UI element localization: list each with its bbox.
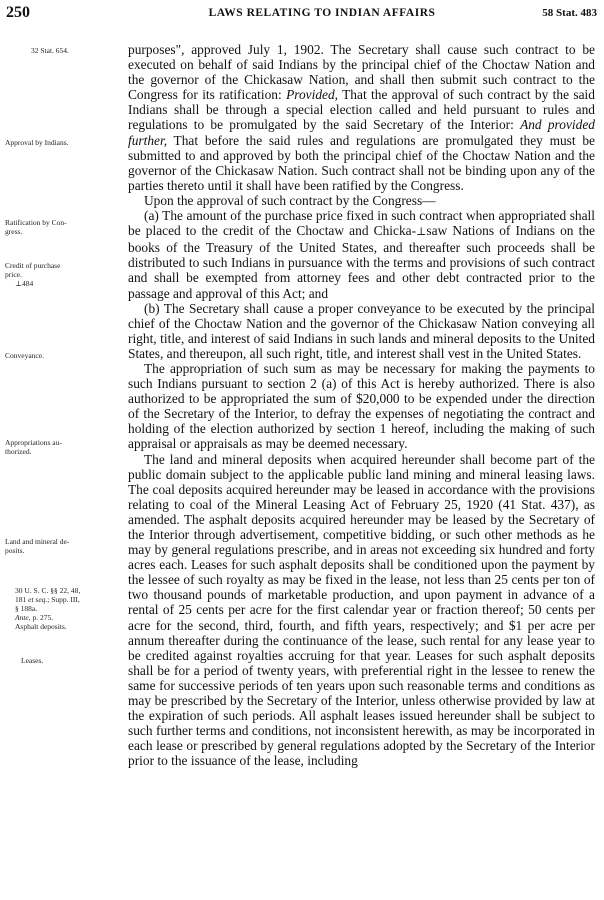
margin-note-leases: Leases. [21,656,44,665]
paragraph-credit-of-purchase-price: (a) The amount of the purchase price fixed in such contract when appropriated shall be placed to the credit of the Choctaw and Chicka-⊥saw Nations of Indians on the books of the Treasury of the United States, and thereafter such proceeds shall be distributed to such Indians in pursuance with the terms and provisions of such contract and shall be exempted from attorney fees and other debt contracted prior to the passage and approval of this Act; and [128,208,595,301]
statute-reference: 58 Stat. 483 [542,7,597,19]
running-title: LAWS RELATING TO INDIAN AFFAIRS [208,7,436,19]
paragraph-appropriations: The appropriation of such sum as may be necessary for making the payments to such Indians pursuant to section 2 (a) of this Act is hereby authorized. There is also authorized to be appropriated the sum of $20,000 to be expended under the direction of the Secretary of the Interior, to defray the expenses of negotiating the contract and holding of the election authorized by section 1 hereof, including the making of such appraisal or appraisals as may be deemed necessary. [128,360,595,452]
margin-note-usc-citation: 30 U. S. C. §§ 22, 48, 181 et seq.; Supp. III, § 188a. Ante, p. 275. Asphalt deposits. [15,586,81,631]
paragraph-upon-approval: Upon the approval of such contract by the Congress— [144,192,436,208]
margin-note-appropriations: Appropriations au- thorized. [5,438,62,456]
statute-body [128,42,595,769]
margin-note-ratification: Ratification by Con- gress. [5,218,67,236]
page-number: 250 [6,4,30,21]
paragraph-land-mineral-deposits: The land and mineral deposits when acquired hereunder shall become part of the public domain subject to the applicable public land mining and mineral leasing laws. The coal deposits acquired hereunder may be leased in accordance with the provisions relating to coal of the Mineral Leasing Act of February 25, 1920 (41 Stat. 437), as amended. The asphalt deposits acquired hereunder may be leased by the Secretary of the Interior through advertisement, competitive bidding, or such other methods as he may by general regulations prescribe, and in areas not exceeding six hundred and forty acres each. Leases for such asphalt deposits shall be conditioned upon the payment by the lessee of such royalty as may be fixed in the lease, not less than 25 cents per ton of two thousand pounds of marketable production, and upon payment in advance of a rental of 25 cents per acre for the first calendar year or fraction thereof; 50 cents per acre for the second, third, fourth, and fifth years, respectively; and $1 per acre per annum thereafter during the continuance of the lease, such rental for any lease year to be credited against royalties accruing for that year. Leases for such asphalt deposits shall be for a period of twenty years, with preferential right in the lessee to renew the same for successive periods of ten years upon such reasonable terms and conditions as may be prescribed by the Secretary of the Interior, unless otherwise provided by law at the expiration of such periods. All asphalt leases issued hereunder shall be subject to such further terms and conditions, not inconsistent herewith, as may be incorporated in each lease or prescribed by general regulations adopted by the Secretary of the Interior prior to the issuance of the lease, including [128,451,595,769]
paragraph-conveyance: (b) The Secretary shall cause a proper conveyance to be executed by the principal chief of the Choctaw Nation and the governor of the Chickasaw Nation conveying all right, title, and interest of said Indians in such lands and mineral deposits to the United States, and thereupon, all such right, title, and interest shall vest in the United States. [128,300,595,361]
margin-note-approval: Approval by Indians. [5,138,69,147]
margin-note-credit: Credit of purchase price. ⊥484 [5,261,61,288]
margin-note-stat-citation: 32 Stat. 654. [31,46,69,55]
margin-notes [5,0,123,900]
margin-note-land-mineral: Land and mineral de- posits. [5,537,70,555]
paragraph-contract-execution: purposes", approved July 1, 1902. The Secretary shall cause such contract to be executed on behalf of said Indians by the principal chief of the Choctaw Nation and the governor of the Chickasaw Nation, and shall then submit such contract to the Congress for its ratification: Provided, That the approval of such contract by the said Indians shall be through a special election called and held pursuant to rules and regulations to be promulgated by the said Secretary of the Interior: And provided further, That before the said rules and regulations are promulgated they must be submitted to and approved by both the principal chief of the Choctaw Nation and the governor of the Chickasaw Nation. Such contract shall not be binding upon any of the parties thereto until it shall have been ratified by the Congress. [128,42,595,193]
margin-note-conveyance: Conveyance. [5,351,44,360]
